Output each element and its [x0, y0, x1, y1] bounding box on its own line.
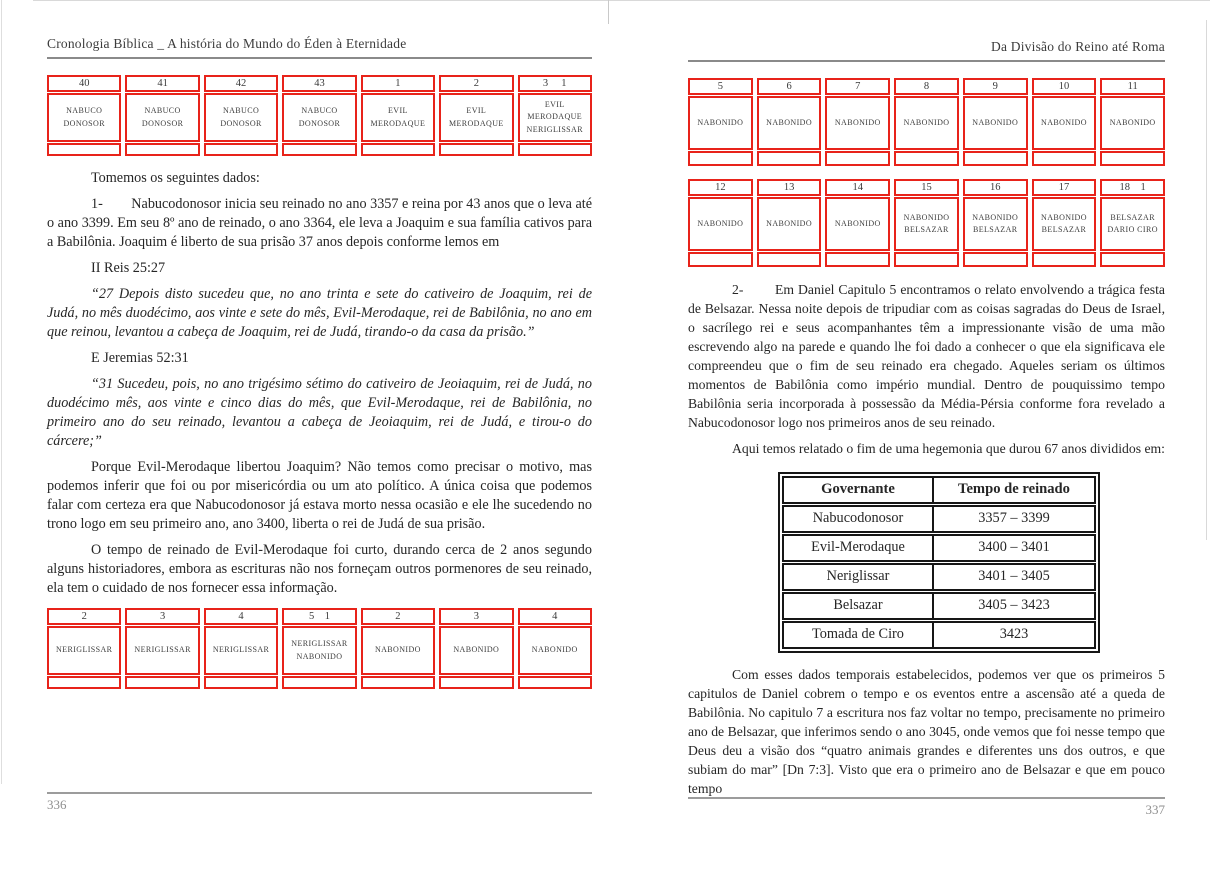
empty-cell — [47, 676, 121, 689]
scripture-quote: “31 Sucedeu, pois, no ano trigésimo sétimo do cativeiro de Jeoiaquim, rei de Judá, no duodécimo mês, aos vinte e cinco dias do mês, que Evil-Merodaque, rei de Babilônia, no primeiro ano do seu reinado, levantou a cabeça de Jeoiaquim, rei de Judá, e tirou-o do cárcere;” — [47, 376, 592, 449]
empty-cell — [47, 143, 121, 156]
empty-cell — [204, 143, 278, 156]
reign-range: 3400 – 3401 — [978, 539, 1050, 555]
year-number-cell: 2 — [361, 608, 435, 625]
governor-name: Tomada de Ciro — [784, 623, 934, 647]
reign-range: 3405 – 3423 — [978, 597, 1050, 613]
empty-cell — [688, 252, 753, 267]
running-header: Da Divisão do Reino até Roma — [688, 39, 1165, 62]
empty-cell — [204, 676, 278, 689]
viewer-right-edge-line — [1206, 20, 1207, 540]
reign-column — [963, 78, 1028, 166]
page-divider-line — [608, 0, 609, 24]
ruler-name-cell: EVIL MERODAQUE NERIGLISSAR — [518, 93, 592, 142]
reign-years-table-nabonido-belsazar-12-18 — [688, 179, 1165, 267]
ruler-name-cell: NERIGLISSAR — [47, 626, 121, 675]
ruler-name-cell: NABONIDO — [688, 96, 753, 150]
empty-cell — [894, 151, 959, 166]
empty-cell — [757, 151, 822, 166]
page-number: 336 — [47, 797, 67, 812]
paragraph: Com esses dados temporais estabelecidos, podemos ver que os primeiros 5 capitulos de Daniel cobrem o tempo e os eventos entre a ascensão até a queda de Babilônia. No capitulo 7 a escritura nos faz voltar no tempo, precisamente no primeiro ano de Belsazar, que inferimos sendo o ano 3045, onde vemos que foi nesse tempo que Deus deu a visão dos “quatro animais grandes e diferentes uns dos outros, e que subiam do mar” [Dn 7:3]. Visto que era o primeiro ano de Belsazar e que em pouco tempo — [688, 667, 1165, 796]
paragraph: Aqui temos relatado o fim de uma hegemonia que durou 67 anos divididos em: — [732, 441, 1165, 456]
reign-column — [825, 179, 890, 267]
empty-cell — [1100, 252, 1165, 267]
table-header-row — [782, 476, 1096, 504]
ruler-name-cell: NABONIDO — [825, 197, 890, 251]
year-number-cell: 4 — [518, 608, 592, 625]
reign-column — [518, 608, 592, 689]
ruler-name-cell: NABUCO DONOSOR — [47, 93, 121, 142]
reign-range: 3357 – 3399 — [978, 510, 1050, 526]
reign-column — [125, 75, 199, 156]
governor-name: Evil-Merodaque — [784, 536, 934, 560]
table-row — [782, 592, 1096, 620]
empty-cell — [963, 151, 1028, 166]
empty-cell — [688, 151, 753, 166]
year-number-cell: 6 — [757, 78, 822, 95]
paragraph: Tomemos os seguintes dados: — [91, 170, 260, 186]
governor-name: Nabucodonosor — [784, 507, 934, 531]
running-header: Cronologia Bíblica _ A história do Mundo do Éden à Eternidade — [47, 36, 592, 59]
reign-column — [825, 78, 890, 166]
table-row — [782, 505, 1096, 533]
governors-reign-table — [778, 472, 1100, 653]
reign-column — [1032, 78, 1097, 166]
ruler-name-cell: NABONIDO BELSAZAR — [963, 197, 1028, 251]
empty-cell — [282, 676, 356, 689]
reign-column — [204, 608, 278, 689]
ruler-name-cell: NABONIDO — [361, 626, 435, 675]
ruler-name-cell: BELSAZAR DARIO CIRO — [1100, 197, 1165, 251]
year-number-cell: 3 — [125, 608, 199, 625]
reign-column — [518, 75, 592, 156]
reign-column — [757, 78, 822, 166]
reign-column — [688, 179, 753, 267]
table-row — [782, 621, 1096, 649]
scripture-quote: “27 Depois disto sucedeu que, no ano trinta e sete do cativeiro de Joaquim, rei de Judá, no mês duodécimo, aos vinte e sete do mês, Evil-Merodaque, rei de Babilônia, no ano em que reinou, levantou a cabeça de Joaquim, rei de Judá, tirando-o da casa da prisão.” — [47, 286, 592, 340]
reign-column — [47, 75, 121, 156]
year-number-cell: 8 — [894, 78, 959, 95]
year-number-cell: 11 — [1100, 78, 1165, 95]
year-number-cell: 17 — [1032, 179, 1097, 196]
empty-cell — [125, 676, 199, 689]
reign-column — [361, 75, 435, 156]
ruler-name-cell: NABONIDO — [894, 96, 959, 150]
year-number-cell: 5 — [688, 78, 753, 95]
paragraph: 1- Nabucodonosor inicia seu reinado no ano 3357 e reina por 43 anos que o leva até o ano 3399. Em seu 8º ano de reinado, o ano 3364, ele leva a Joaquim e sua família cativos para a Babilônia. Joaquim é liberto de sua prisão 37 anos depois conforme lemos em — [47, 196, 592, 250]
table-row — [782, 563, 1096, 591]
table-row — [782, 534, 1096, 562]
paragraph: 2- Em Daniel Capitulo 5 encontramos o relato envolvendo a trágica festa de Belsazar. Nessa noite depois de tripudiar com as coisas sagradas do Deus de Israel, o sacrílego rei e seus acompanhantes têm a impressionante visão de uma mão escrevendo algo na parede e quando lhe foi dado a conhecer o que ela significava ele compreendeu que o fim de seu reinado era chegado. Aqueles seriam os últimos momentos de Babilônia como império mundial. Dentro de pouquissimo tempo Babilônia seria incorporada à possessão da Média-Pérsia conforme fora revelado a Nabucodonosor logo nos primeiros anos de seu reinado. — [688, 282, 1165, 430]
empty-cell — [963, 252, 1028, 267]
reign-years-table-neriglissar-nabonido — [47, 608, 592, 689]
empty-cell — [361, 676, 435, 689]
ruler-name-cell: NABONIDO — [1032, 96, 1097, 150]
reign-column — [894, 179, 959, 267]
year-number-cell: 2 — [47, 608, 121, 625]
empty-cell — [757, 252, 822, 267]
year-number-cell: 10 — [1032, 78, 1097, 95]
empty-cell — [518, 143, 592, 156]
reign-column — [282, 608, 356, 689]
column-header: Tempo de reinado — [958, 481, 1070, 497]
ruler-name-cell: EVIL MERODAQUE — [361, 93, 435, 142]
year-number-cell: 13 — [757, 179, 822, 196]
left-page — [47, 0, 592, 869]
year-number-cell: 16 — [963, 179, 1028, 196]
empty-cell — [439, 676, 513, 689]
ruler-name-cell: NABONIDO — [825, 96, 890, 150]
ruler-name-cell: NABONIDO — [518, 626, 592, 675]
reign-column — [125, 608, 199, 689]
reign-column — [361, 608, 435, 689]
paragraph: Porque Evil-Merodaque libertou Joaquim? Não temos como precisar o motivo, mas podemos inferir que foi ou por misericórdia ou um ato político. A única coisa que podemos falar com certeza era que Nabucodonosor já estava morto nessa ocasião e ele lhe sucedendo no trono logo em seu primeiro ano, ano 3400, liberta o rei de Judá de sua prisão. — [47, 459, 592, 532]
reign-column — [1100, 78, 1165, 166]
year-number-cell: 3 1 — [518, 75, 592, 92]
ruler-name-cell: NABONIDO BELSAZAR — [894, 197, 959, 251]
viewer-left-edge-line — [1, 0, 2, 784]
year-number-cell: 41 — [125, 75, 199, 92]
governor-name: Neriglissar — [784, 565, 934, 589]
paragraph: O tempo de reinado de Evil-Merodaque foi curto, durando cerca de 2 anos segundo alguns historiadores, embora as escrituras não nos forneçam outros pormenores de seu reinado, ela tem o cuidado de nos fornecer essa informação. — [47, 542, 592, 596]
reign-column — [963, 179, 1028, 267]
ruler-name-cell: NABONIDO BELSAZAR — [1032, 197, 1097, 251]
governor-name: Belsazar — [784, 594, 934, 618]
ruler-name-cell: NABUCO DONOSOR — [282, 93, 356, 142]
ruler-name-cell: NERIGLISSAR — [204, 626, 278, 675]
reign-column — [1032, 179, 1097, 267]
reign-column — [688, 78, 753, 166]
year-number-cell: 15 — [894, 179, 959, 196]
empty-cell — [361, 143, 435, 156]
ruler-name-cell: NABONIDO — [757, 197, 822, 251]
empty-cell — [825, 252, 890, 267]
ruler-name-cell: NERIGLISSAR NABONIDO — [282, 626, 356, 675]
year-number-cell: 40 — [47, 75, 121, 92]
year-number-cell: 2 — [439, 75, 513, 92]
ruler-name-cell: NABUCO DONOSOR — [204, 93, 278, 142]
reign-range: 3423 — [999, 626, 1029, 642]
year-number-cell: 7 — [825, 78, 890, 95]
empty-cell — [518, 676, 592, 689]
reign-column — [757, 179, 822, 267]
year-number-cell: 5 1 — [282, 608, 356, 625]
year-number-cell: 9 — [963, 78, 1028, 95]
ruler-name-cell: EVIL MERODAQUE — [439, 93, 513, 142]
ruler-name-cell: NABONIDO — [688, 197, 753, 251]
empty-cell — [1100, 151, 1165, 166]
page-footer — [47, 792, 592, 813]
page-number: 337 — [1145, 802, 1165, 817]
scripture-reference: E Jeremias 52:31 — [91, 350, 189, 366]
reign-column — [439, 608, 513, 689]
ruler-name-cell: NABUCO DONOSOR — [125, 93, 199, 142]
ruler-name-cell: NERIGLISSAR — [125, 626, 199, 675]
reign-column — [439, 75, 513, 156]
page-footer — [688, 797, 1165, 818]
year-number-cell: 42 — [204, 75, 278, 92]
ruler-name-cell: NABONIDO — [1100, 96, 1165, 150]
reign-range: 3401 – 3405 — [978, 568, 1050, 584]
year-number-cell: 43 — [282, 75, 356, 92]
year-number-cell: 1 — [361, 75, 435, 92]
reign-years-table-nabonido-5-11 — [688, 78, 1165, 166]
reign-column — [204, 75, 278, 156]
empty-cell — [439, 143, 513, 156]
reign-column — [894, 78, 959, 166]
scripture-reference: II Reis 25:27 — [91, 260, 166, 276]
empty-cell — [1032, 252, 1097, 267]
ruler-name-cell: NABONIDO — [963, 96, 1028, 150]
reign-column — [282, 75, 356, 156]
ruler-name-cell: NABONIDO — [757, 96, 822, 150]
year-number-cell: 3 — [439, 608, 513, 625]
reign-years-table-nabucodonosor-evil — [47, 75, 592, 156]
empty-cell — [282, 143, 356, 156]
ruler-name-cell: NABONIDO — [439, 626, 513, 675]
year-number-cell: 4 — [204, 608, 278, 625]
reign-column — [1100, 179, 1165, 267]
year-number-cell: 18 1 — [1100, 179, 1165, 196]
reign-column — [47, 608, 121, 689]
year-number-cell: 14 — [825, 179, 890, 196]
column-header: Governante — [784, 478, 934, 502]
empty-cell — [894, 252, 959, 267]
empty-cell — [1032, 151, 1097, 166]
empty-cell — [825, 151, 890, 166]
year-number-cell: 12 — [688, 179, 753, 196]
empty-cell — [125, 143, 199, 156]
right-page — [688, 0, 1165, 869]
